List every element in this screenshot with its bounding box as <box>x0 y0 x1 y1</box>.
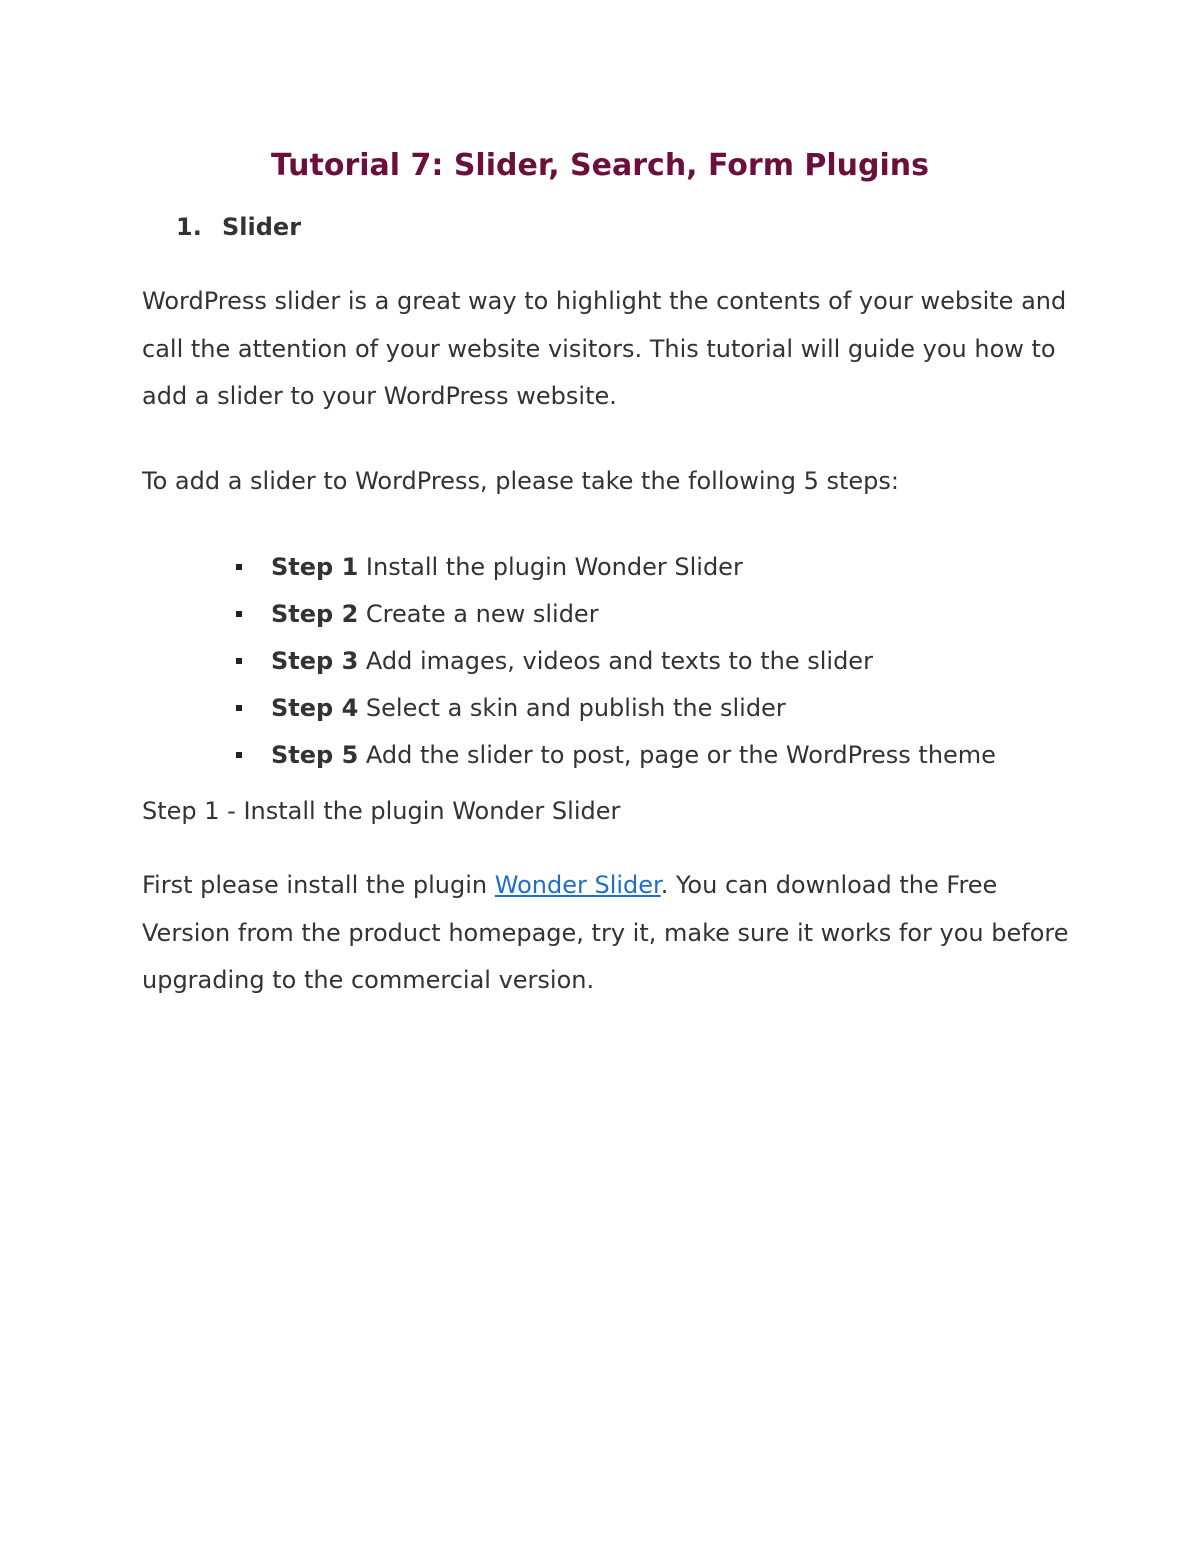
square-bullet-icon <box>236 564 242 570</box>
step-label: Step 3 <box>271 647 359 675</box>
square-bullet-icon <box>236 658 242 664</box>
step-text: Add images, videos and texts to the slider <box>358 647 873 675</box>
section-number: 1. <box>176 213 202 241</box>
section-heading <box>176 210 301 244</box>
square-bullet-icon <box>236 752 242 758</box>
list-item <box>236 685 996 732</box>
install-text-before-link: First please install the plugin <box>142 871 495 899</box>
install-paragraph <box>142 862 1072 1005</box>
list-item <box>236 591 996 638</box>
document-title: Tutorial 7: Slider, Search, Form Plugins <box>270 148 930 183</box>
step-text: Select a skin and publish the slider <box>358 694 786 722</box>
square-bullet-icon <box>236 611 242 617</box>
step-label: Step 1 <box>271 553 359 581</box>
step-label: Step 5 <box>271 741 359 769</box>
step-text: Add the slider to post, page or the WordPress theme <box>358 741 996 769</box>
intro-paragraph: WordPress slider is a great way to highlight the contents of your website and call the attention of your website visitors. This tutorial will guide you how to add a slider to your WordPress website. <box>142 287 1067 410</box>
wonder-slider-link[interactable]: Wonder Slider <box>494 871 661 899</box>
install-text-after-link: . You can download the Free Version from the product homepage, try it, make sure it works for you before upgrading to the commercial version. <box>142 871 1069 994</box>
section-heading-text: Slider <box>222 213 302 241</box>
step-label: Step 4 <box>271 694 359 722</box>
step1-heading: Step 1 - Install the plugin Wonder Slider <box>142 797 621 825</box>
step-text: Install the plugin Wonder Slider <box>358 553 743 581</box>
square-bullet-icon <box>236 705 242 711</box>
list-item <box>236 732 996 779</box>
steps-intro-paragraph: To add a slider to WordPress, please take the following 5 steps: <box>142 467 899 495</box>
step-text: Create a new slider <box>358 600 599 628</box>
list-item <box>236 638 996 685</box>
step-label: Step 2 <box>271 600 359 628</box>
steps-list <box>236 544 996 779</box>
list-item <box>236 544 996 591</box>
